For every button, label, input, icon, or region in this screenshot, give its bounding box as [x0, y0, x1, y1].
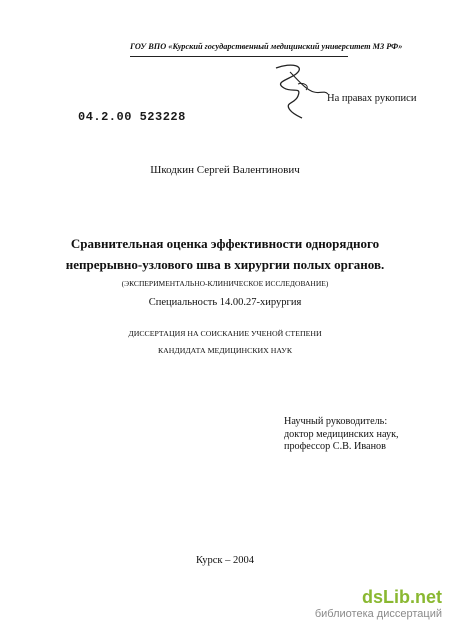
subtitle: (ЭКСПЕРИМЕНТАЛЬНО-КЛИНИЧЕСКОЕ ИССЛЕДОВАНИЕ) [121, 279, 329, 288]
city-year: Курск – 2004 [196, 555, 254, 566]
handwritten-signature [262, 60, 332, 120]
watermark-tagline: библиотека диссертаций [314, 608, 442, 620]
supervisor-block [284, 416, 399, 454]
supervisor-label: Научный руководитель: [284, 416, 388, 427]
specialty: Специальность 14.00.27-хирургия [148, 297, 302, 308]
title-line-2: непрерывно-узлового шва в хирургии полых органов. [65, 257, 385, 272]
supervisor-degree: доктор медицинских наук, [284, 428, 399, 440]
dissertation-line-1: ДИССЕРТАЦИЯ НА СОИСКАНИЕ УЧЕНОЙ СТЕПЕНИ [128, 329, 322, 338]
document-number-stamp: 04.2.00 523228 [78, 110, 186, 124]
watermark-logo[interactable]: dsLib.net [362, 587, 442, 607]
supervisor-name: профессор С.В. Иванов [284, 441, 386, 452]
title-line-1: Сравнительная оценка эффективности однорядного [70, 236, 380, 251]
institution-header: ГОУ ВПО «Курский государственный медицинский университет МЗ РФ» [130, 42, 403, 51]
author-name: Шкодкин Сергей Валентинович [150, 164, 300, 176]
dissertation-line-2: КАНДИДАТА МЕДИЦИНСКИХ НАУК [157, 346, 293, 355]
header-divider [130, 56, 348, 57]
rights-note: На правах рукописи [327, 93, 417, 104]
